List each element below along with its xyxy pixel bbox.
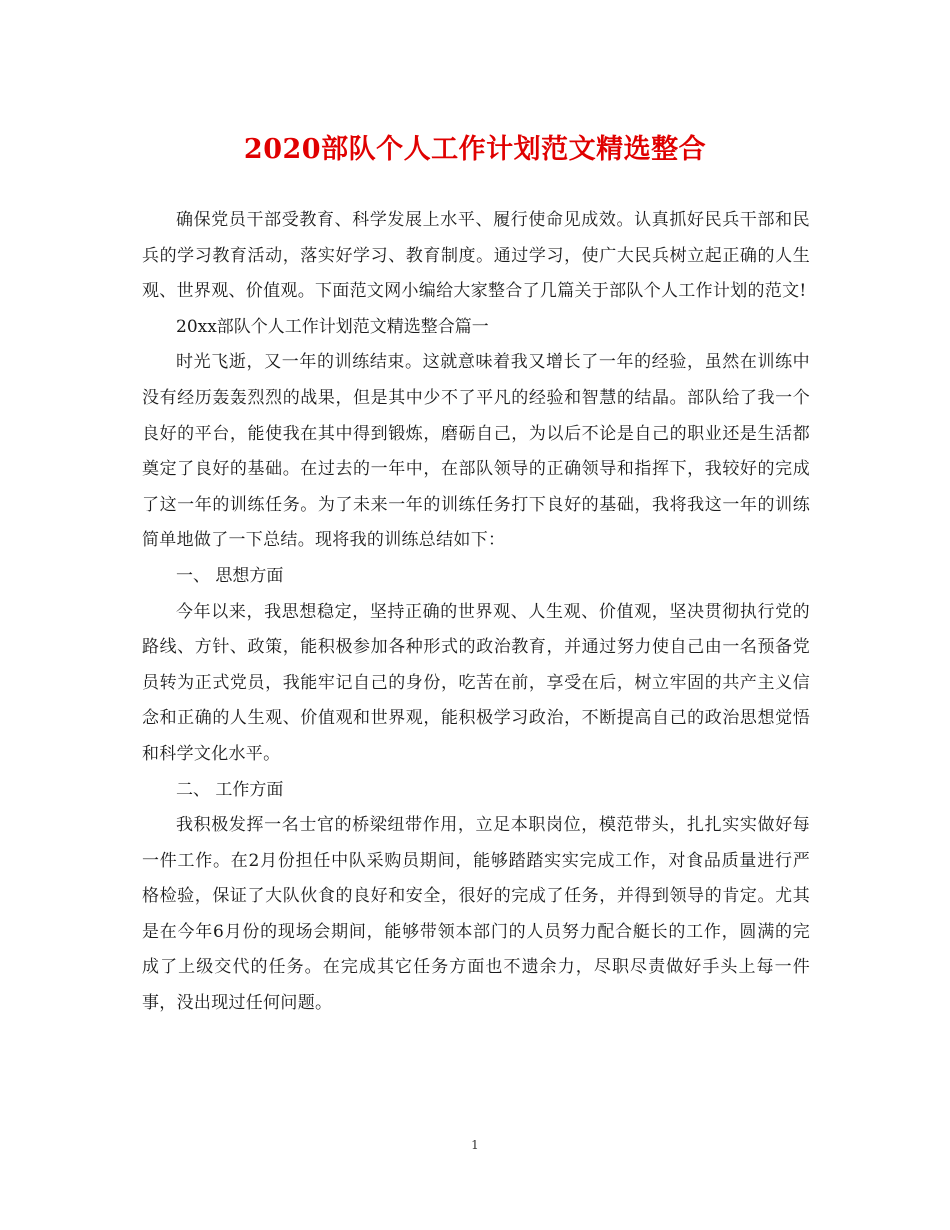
document-body [142,203,810,1022]
subheading-thought: 一、 思想方面 [176,565,284,586]
section-heading-part-one: 20xx部队个人工作计划范文精选整合篇一 [176,316,489,337]
page-number: 1 [471,1138,479,1152]
subheading-work: 二、 工作方面 [176,779,284,800]
intro-paragraph: 确保党员干部受教育、科学发展上水平、履行使命见成效。认真抓好民兵干部和民兵的学习教育活动，落实好学习、教育制度。通过学习，使广大民兵树立起正确的人生观、世界观、价值观。下面范文网小编给大家整合了几篇关于部队个人工作计划的范文! [142,210,810,302]
work-paragraph: 我积极发挥一名士官的桥梁纽带作用，立足本职岗位，模范带头，扎扎实实做好每一件工作。在2月份担任中队采购员期间，能够踏踏实实完成工作，对食品质量进行严格检验，保证了大队伙食的良好和安全，很好的完成了任务，并得到领导的肯定。尤其是在今年6月份的现场会期间，能够带领本部门的人员努力配合艇长的工作，圆满的完成了上级交代的任务。在完成其它任务方面也不遗余力，尽职尽责做好手头上每一件事，没出现过任何问题。 [142,815,810,1014]
thought-paragraph: 今年以来，我思想稳定，坚持正确的世界观、人生观、价值观，坚决贯彻执行党的路线、方针、政策，能积极参加各种形式的政治教育，并通过努力使自己由一名预备党员转为正式党员，我能牢记自己的身份，吃苦在前，享受在后，树立牢固的共产主义信念和正确的人生观、价值观和世界观，能积极学习政治，不断提高自己的政治思想觉悟和科学文化水平。 [142,601,810,764]
document-title: 2020部队个人工作计划范文精选整合 [243,134,707,165]
summary-paragraph: 时光飞逝，又一年的训练结束。这就意味着我又增长了一年的经验，虽然在训练中没有经历轰轰烈烈的战果，但是其中少不了平凡的经验和智慧的结晶。部队给了我一个良好的平台，能使我在其中得到锻炼，磨砺自己，为以后不论是自己的职业还是生活都奠定了良好的基础。在过去的一年中，在部队领导的正确领导和指挥下，我较好的完成了这一年的训练任务。为了未来一年的训练任务打下良好的基础，我将我这一年的训练简单地做了一下总结。现将我的训练总结如下： [142,352,810,551]
